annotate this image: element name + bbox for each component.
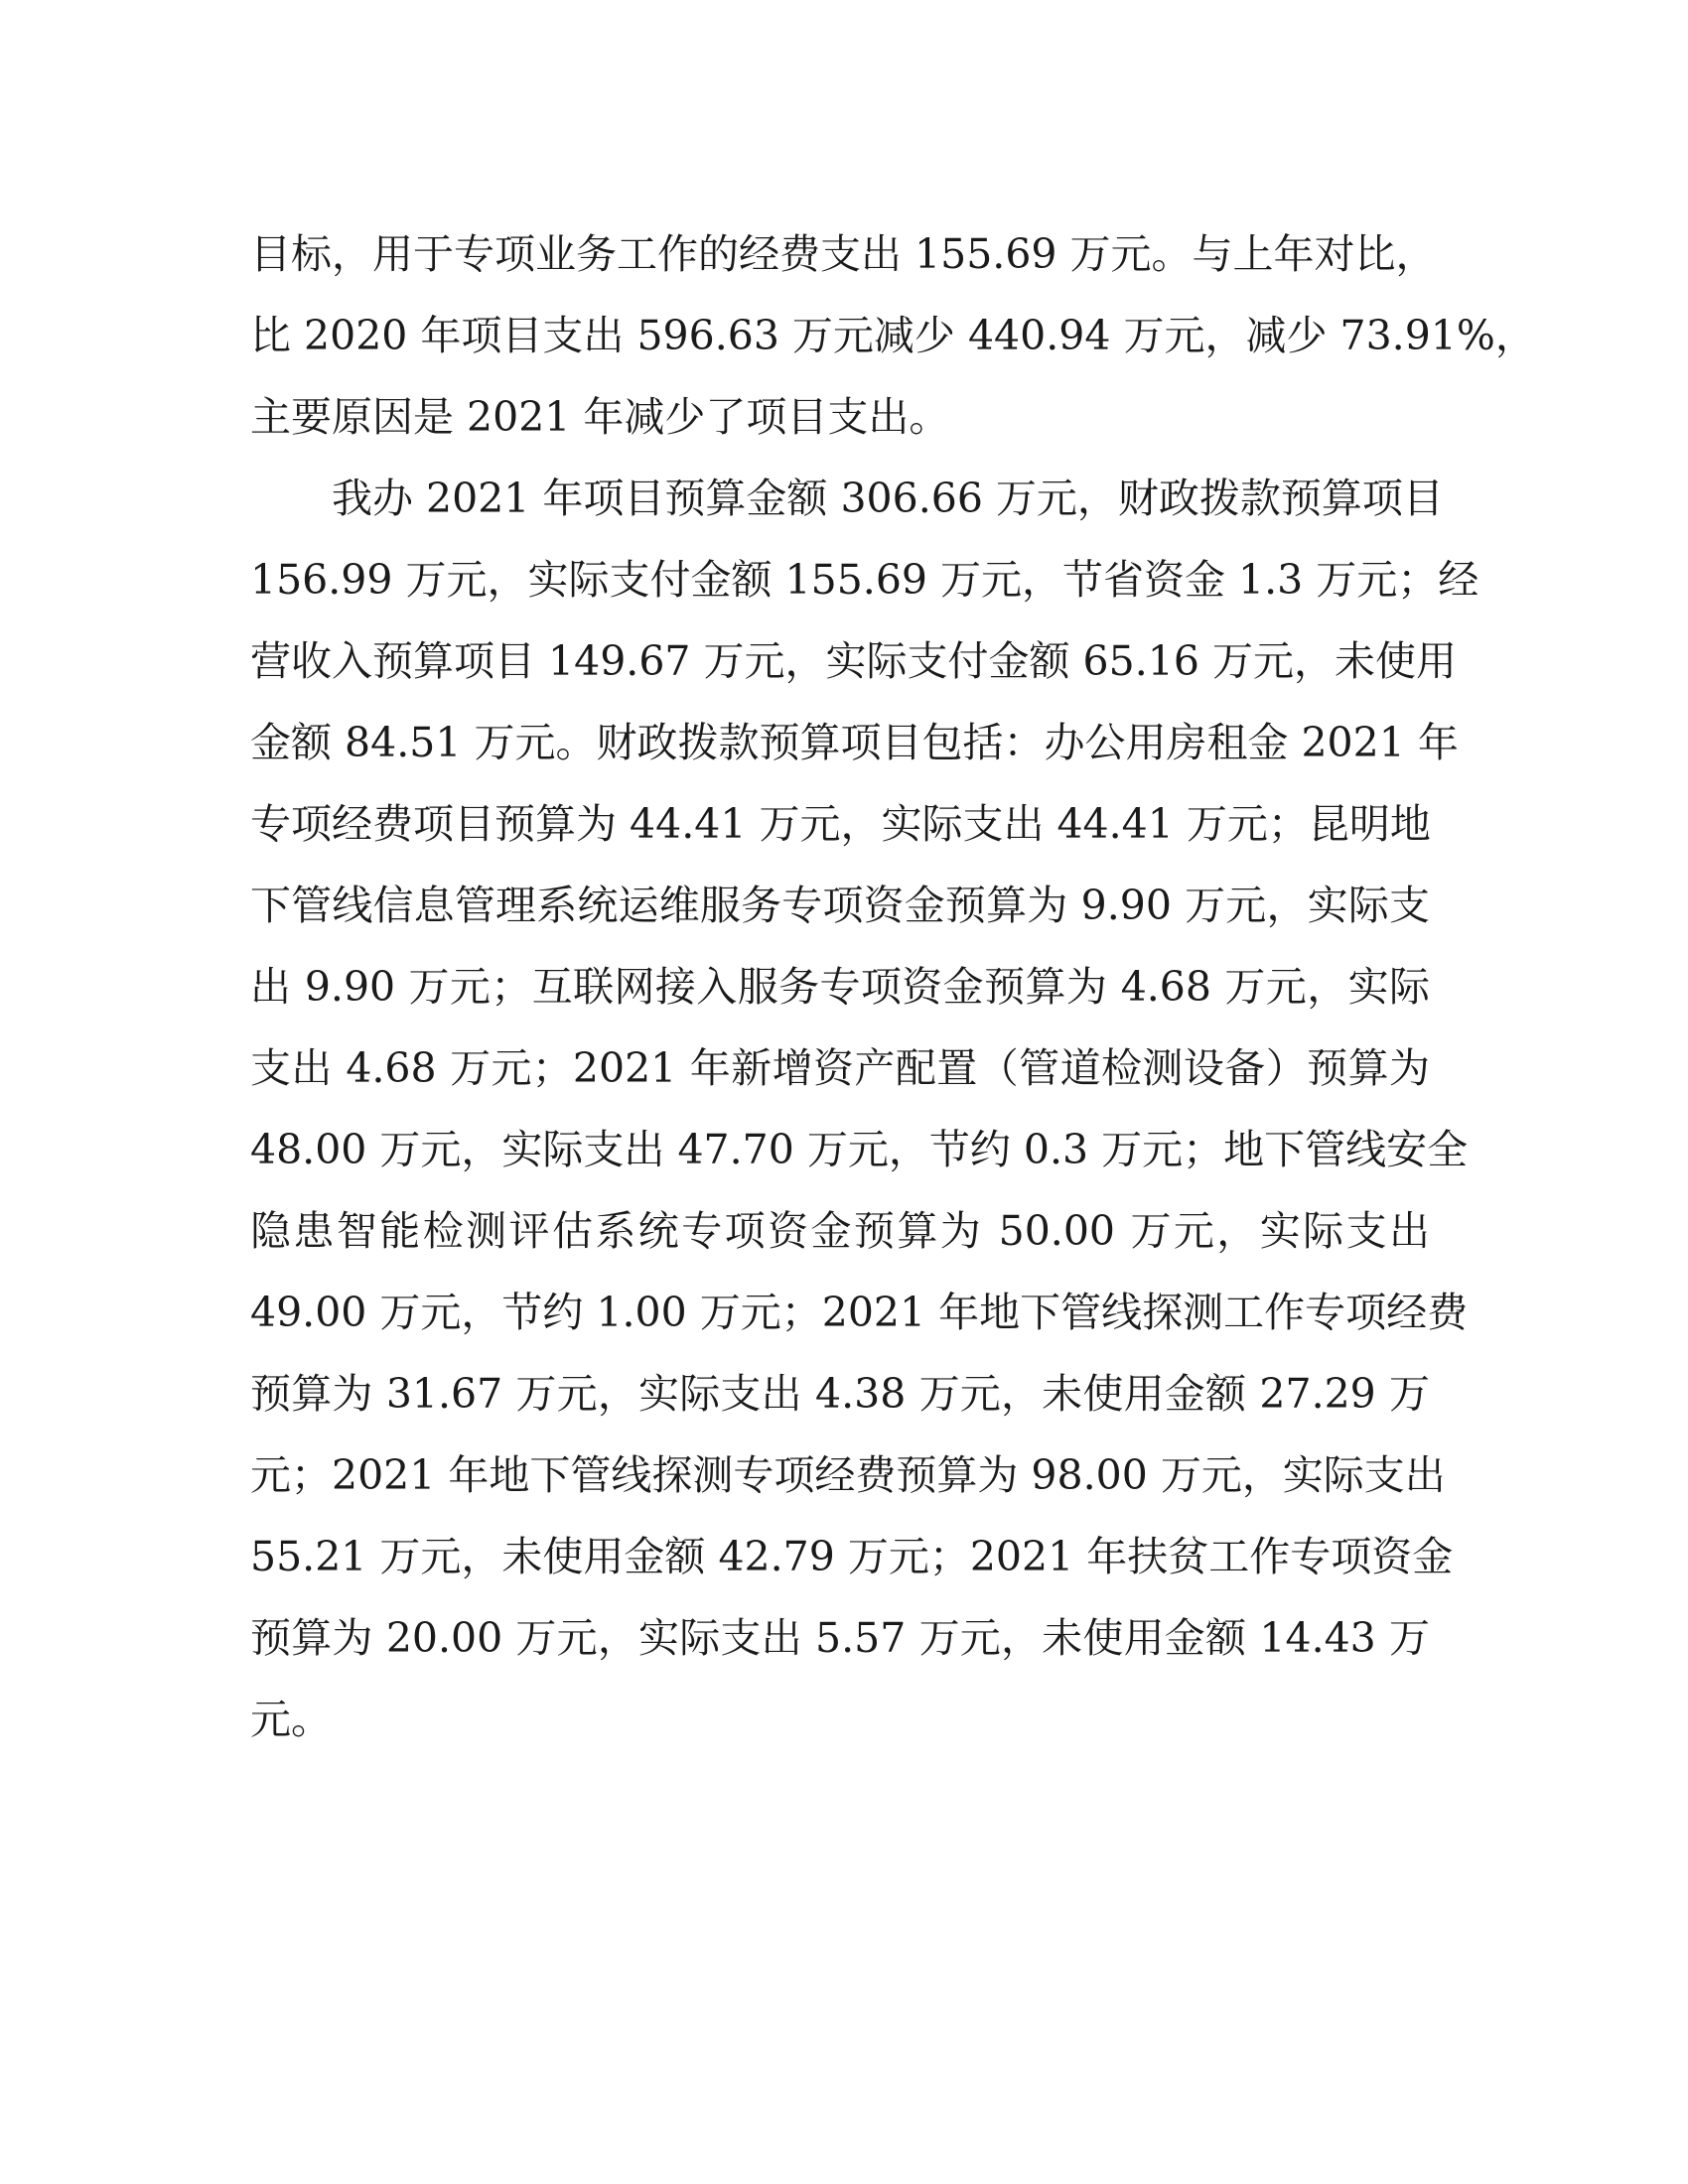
text-line: 隐患智能检测评估系统专项资金预算为 50.00 万元，实际支出	[250, 1207, 1430, 1255]
text-line: 元。	[250, 1696, 332, 1743]
text-line: 48.00 万元，实际支出 47.70 万元，节约 0.3 万元；地下管线安全	[250, 1126, 1469, 1173]
text-line: 我办 2021 年项目预算金额 306.66 万元，财政拨款预算项目	[332, 475, 1444, 522]
text-line: 预算为 31.67 万元，实际支出 4.38 万元，未使用金额 27.29 万	[250, 1370, 1430, 1418]
text-line: 专项经费项目预算为 44.41 万元，实际支出 44.41 万元；昆明地	[250, 800, 1431, 848]
text-line: 55.21 万元，未使用金额 42.79 万元；2021 年扶贫工作专项资金	[250, 1533, 1454, 1580]
text-line: 156.99 万元，实际支付金额 155.69 万元，节省资金 1.3 万元；经	[250, 556, 1479, 604]
text-line: 下管线信息管理系统运维服务专项资金预算为 9.90 万元，实际支	[250, 882, 1430, 929]
text-line: 元；2021 年地下管线探测专项经费预算为 98.00 万元，实际支出	[250, 1451, 1446, 1499]
text-line: 49.00 万元，节约 1.00 万元；2021 年地下管线探测工作专项经费	[250, 1289, 1469, 1336]
text-line: 支出 4.68 万元；2021 年新增资产配置（管道检测设备）预算为	[250, 1044, 1430, 1092]
text-line: 出 9.90 万元；互联网接入服务专项资金预算为 4.68 万元，实际	[250, 963, 1430, 1011]
text-line: 营收入预算项目 149.67 万元，实际支付金额 65.16 万元，未使用	[250, 637, 1457, 685]
text-line: 预算为 20.00 万元，实际支出 5.57 万元，未使用金额 14.43 万	[250, 1614, 1430, 1662]
text-line: 金额 84.51 万元。财政拨款预算项目包括：办公用房租金 2021 年	[250, 719, 1459, 766]
text-line: 主要原因是 2021 年减少了项目支出。	[250, 393, 950, 441]
text-line: 比 2020 年项目支出 596.63 万元减少 440.94 万元，减少 73.91%，	[250, 312, 1536, 359]
text-line: 目标，用于专项业务工作的经费支出 155.69 万元。与上年对比，	[250, 230, 1437, 278]
